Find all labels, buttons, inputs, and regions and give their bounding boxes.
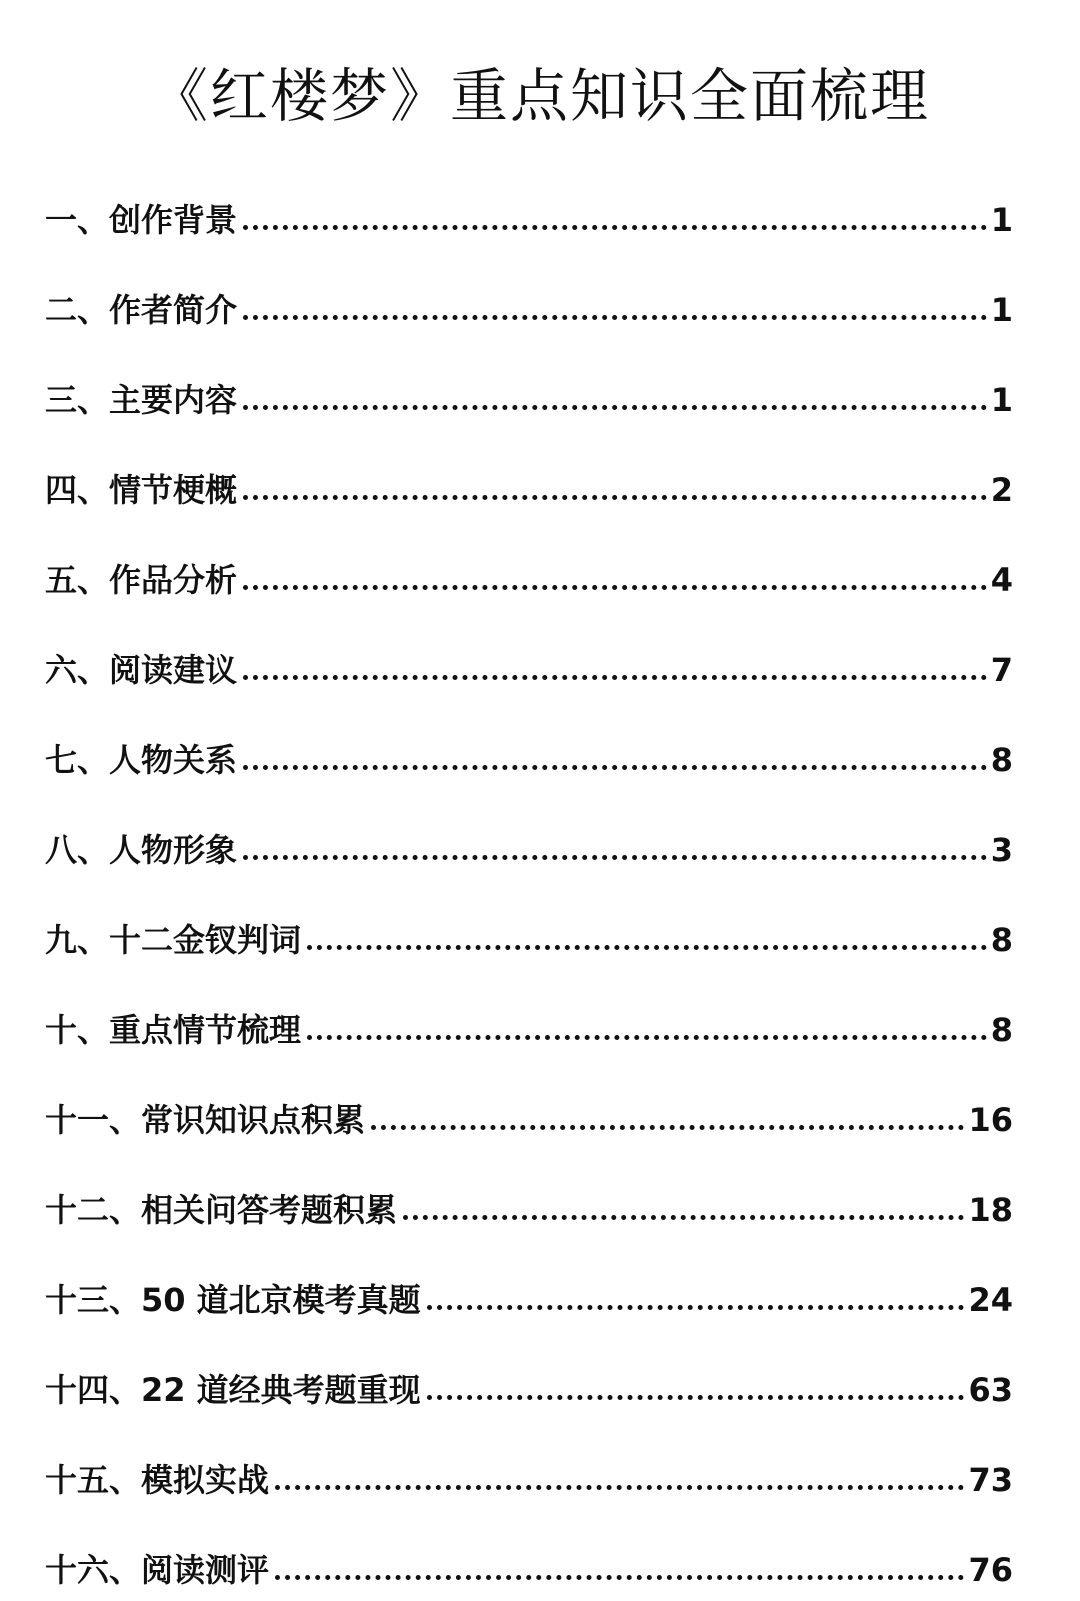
toc-page-number: 2 — [990, 471, 1013, 509]
toc-entry-label: 五、作品分析 — [45, 561, 238, 599]
toc-entry-label: 三、主要内容 — [45, 381, 238, 419]
toc-entry-label: 十一、常识知识点积累 — [45, 1101, 366, 1139]
toc-page-number: 8 — [990, 1011, 1013, 1049]
toc-dot-leader — [275, 1485, 964, 1490]
document-title: 《红楼梦》重点知识全面梳理 — [149, 62, 930, 130]
toc-entry-label: 十三、50 道北京模考真题 — [45, 1281, 421, 1319]
toc-dot-leader — [243, 675, 987, 680]
toc-dot-leader — [307, 945, 987, 950]
toc-page-number: 1 — [990, 291, 1013, 329]
toc-dot-leader — [427, 1305, 965, 1310]
toc-entry — [45, 340, 1013, 430]
toc-entry-label: 一、创作背景 — [45, 201, 238, 239]
toc-entry-label: 十、重点情节梳理 — [45, 1011, 302, 1049]
toc-dot-leader — [243, 225, 987, 230]
toc-dot-leader — [243, 855, 987, 860]
toc-dot-leader — [243, 585, 987, 590]
toc-entry-label: 八、人物形象 — [45, 831, 238, 869]
toc-dot-leader — [243, 495, 987, 500]
toc-entry-label: 七、人物关系 — [45, 741, 238, 779]
toc-entry — [45, 1150, 1013, 1240]
toc-page-number: 73 — [968, 1461, 1013, 1499]
toc-entry — [45, 790, 1013, 880]
toc-entry — [45, 1240, 1013, 1330]
toc-dot-leader — [243, 315, 987, 320]
toc-entry-label: 十五、模拟实战 — [45, 1461, 270, 1499]
toc-page-number: 76 — [968, 1551, 1013, 1589]
toc-dot-leader — [427, 1395, 965, 1400]
toc-entry — [45, 1510, 1013, 1600]
toc-entry — [45, 250, 1013, 340]
toc-page-number: 8 — [990, 741, 1013, 779]
toc-page-number: 7 — [990, 651, 1013, 689]
toc-dot-leader — [275, 1575, 964, 1580]
toc-entry-label: 六、阅读建议 — [45, 651, 238, 689]
toc-page-number: 63 — [968, 1371, 1013, 1409]
toc-page-number: 4 — [990, 561, 1013, 599]
toc-entry-label: 九、十二金钗判词 — [45, 921, 302, 959]
toc-dot-leader — [403, 1215, 964, 1220]
toc-page-number: 3 — [990, 831, 1013, 869]
toc-entry — [45, 1330, 1013, 1420]
toc-page-number: 1 — [990, 381, 1013, 419]
toc-entry-label: 十六、阅读测评 — [45, 1551, 270, 1589]
toc-entry — [45, 700, 1013, 790]
toc-entry — [45, 970, 1013, 1060]
toc-entry — [45, 610, 1013, 700]
toc-entry-label: 十四、22 道经典考题重现 — [45, 1371, 421, 1409]
toc-page-number: 16 — [968, 1101, 1013, 1139]
toc-dot-leader — [371, 1125, 964, 1130]
toc-dot-leader — [243, 765, 987, 770]
toc-entry-label: 二、作者简介 — [45, 291, 238, 329]
toc-entry — [45, 520, 1013, 610]
toc-page-number: 24 — [968, 1281, 1013, 1319]
toc-entry — [45, 880, 1013, 970]
toc-entry-label: 四、情节梗概 — [45, 471, 238, 509]
toc-dot-leader — [307, 1035, 987, 1040]
toc-page-number: 18 — [968, 1191, 1013, 1229]
toc-entry-label: 十二、相关问答考题积累 — [45, 1191, 398, 1229]
toc-dot-leader — [243, 405, 987, 410]
toc-entry — [45, 160, 1013, 250]
toc-entry — [45, 430, 1013, 520]
toc-entry — [45, 1420, 1013, 1510]
toc-entry — [45, 1060, 1013, 1150]
toc-page-number: 1 — [990, 201, 1013, 239]
toc-page-number: 8 — [990, 921, 1013, 959]
table-of-contents — [45, 160, 1013, 1600]
